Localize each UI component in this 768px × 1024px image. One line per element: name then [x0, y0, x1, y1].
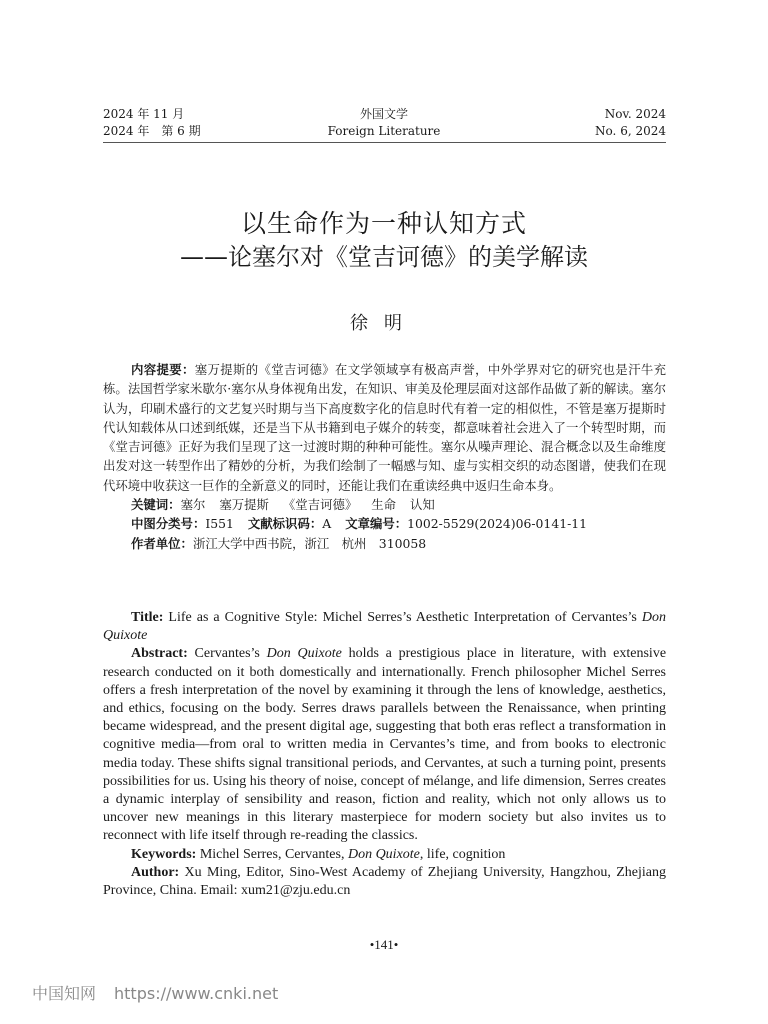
cn-abstract-text: 塞万提斯的《堂吉诃德》在文学领域享有极高声誉，中外学界对它的研究也是汗牛充栋。法国哲学家米歇尔·塞尔从身体视角出发，在知识、审美及伦理层面对这部作品做了新的解读。塞尔认为，印刷术盛行的文艺复兴时期与当下高度数字化的信息时代有着一定的相似性，不管是塞万提斯时代认知载体从口述到纸媒，还是当下从书籍到电子媒介的转变，都意味着社会进入了一个转型时期，而《堂吉诃德》正好为我们呈现了这一过渡时期的种种可能性。塞尔从噪声理论、混合概念以及生命维度出发对这一转型作出了精妙的分析，为我们绘制了一幅感与知、虚与实相交织的动态图谱，使我们在现代环境中收获这一巨作的全新意义的同时，还能让我们在重读经典中返归生命本身。 — [103, 362, 667, 493]
cn-affiliation — [103, 534, 666, 553]
en-abstract — [103, 645, 666, 845]
header-date-en: Nov. 2024 — [604, 107, 666, 121]
doc-code-label: 文献标识码： — [247, 516, 323, 532]
cn-keyword: 生命 — [371, 497, 397, 513]
footer-brand: 中国知网 — [32, 984, 97, 1003]
article-no-value: 1002-5529(2024)06-0141-11 — [407, 516, 588, 532]
en-keywords-label: Keywords: — [131, 846, 197, 862]
cn-keywords — [103, 495, 666, 514]
en-author-label: Author: — [131, 864, 180, 880]
header-issue-en — [595, 106, 666, 140]
en-keywords-italic: Don Quixote — [347, 846, 420, 862]
cn-abstract — [103, 360, 666, 495]
header-issue-no-en: No. 6, 2024 — [595, 124, 666, 138]
header-issue-no-cn: 2024 年 第 6 期 — [103, 124, 201, 138]
page-number: •141• — [369, 937, 399, 952]
affiliation-label: 作者单位： — [131, 535, 193, 551]
article-no-label: 文章编号： — [345, 516, 408, 532]
en-abstract-italic: Don Quixote — [266, 646, 342, 662]
en-abstract-text: holds a prestigious place in literature, with extensive research conducted on it both domestically and internationally. French philosopher Michel Serres offers a fresh interpretation of the novel by examining it through the lens of knowledge, aesthetics, and ethics, focusing on the body. Serres draws parallels between the Renaissance, when printing became widespread, and the present digital age, suggesting that both eras reflect a transformation in cognitive media—from oral to written media in Cervantes’s time, and from books to electronic media today. These shifts signal transitional periods, and Cervantes, at such a turning point, presents possibilities for us. Using his theory of noise, concept of mélange, and life dimension, Serres creates a dynamic interplay of sensibility and reason, fiction and reality, which not only allows us to uncover new meanings in this literary masterpiece for modern society but also invites us to reconnect with life itself through re-reading the classics. — [103, 646, 667, 844]
en-abstract-pre: Cervantes’s — [194, 646, 260, 662]
cn-keywords-label: 关键词： — [131, 497, 181, 513]
en-author — [103, 864, 666, 900]
article-subtitle: ——论塞尔对《堂吉诃德》的美学解读 — [180, 243, 588, 271]
cn-classification — [103, 514, 666, 533]
header-journal-cn: 外国文学 — [359, 107, 408, 121]
cn-keyword: 《堂吉诃德》 — [282, 497, 358, 513]
en-title — [103, 609, 666, 645]
cn-keyword: 塞尔 — [180, 497, 206, 513]
en-title-label: Title: — [131, 610, 164, 625]
en-keywords-pre: Michel Serres, Cervantes, — [199, 846, 345, 862]
cn-keyword: 认知 — [410, 497, 435, 513]
article-title: 以生命作为一种认知方式 — [240, 209, 527, 238]
article-author: 徐明 — [350, 313, 418, 334]
en-keywords-post: , life, cognition — [419, 846, 506, 862]
cn-abstract-label: 内容提要： — [131, 362, 195, 377]
cn-keyword: 塞万提斯 — [219, 497, 269, 513]
footer-url[interactable]: https://www.cnki.net — [114, 984, 279, 1003]
doc-code-value: A — [322, 516, 332, 532]
clc-value: I551 — [205, 516, 234, 532]
en-title-text: Life as a Cognitive Style: Michel Serres’s Aesthetic Interpretation of Cervantes’s — [168, 610, 637, 625]
en-title-italic: Don Quixote — [103, 610, 667, 644]
header-date-cn: 2024 年 11 月 — [103, 107, 185, 121]
header-journal-en: Foreign Literature — [327, 124, 441, 138]
header-rule — [103, 142, 666, 143]
chinese-abstract-section — [103, 360, 666, 553]
clc-label: 中图分类号： — [131, 516, 206, 532]
en-author-text: Xu Ming, Editor, Sino-West Academy of Zhejiang University, Hangzhou, Zhejiang Province, China. Email: xum21@zju.edu.cn — [103, 864, 666, 899]
en-keywords — [103, 846, 666, 864]
en-abstract-label: Abstract: — [131, 646, 188, 662]
english-abstract-section — [103, 609, 666, 900]
footer-watermark — [32, 981, 278, 1004]
affiliation-value: 浙江大学中西书院，浙江 杭州 310058 — [192, 535, 427, 551]
